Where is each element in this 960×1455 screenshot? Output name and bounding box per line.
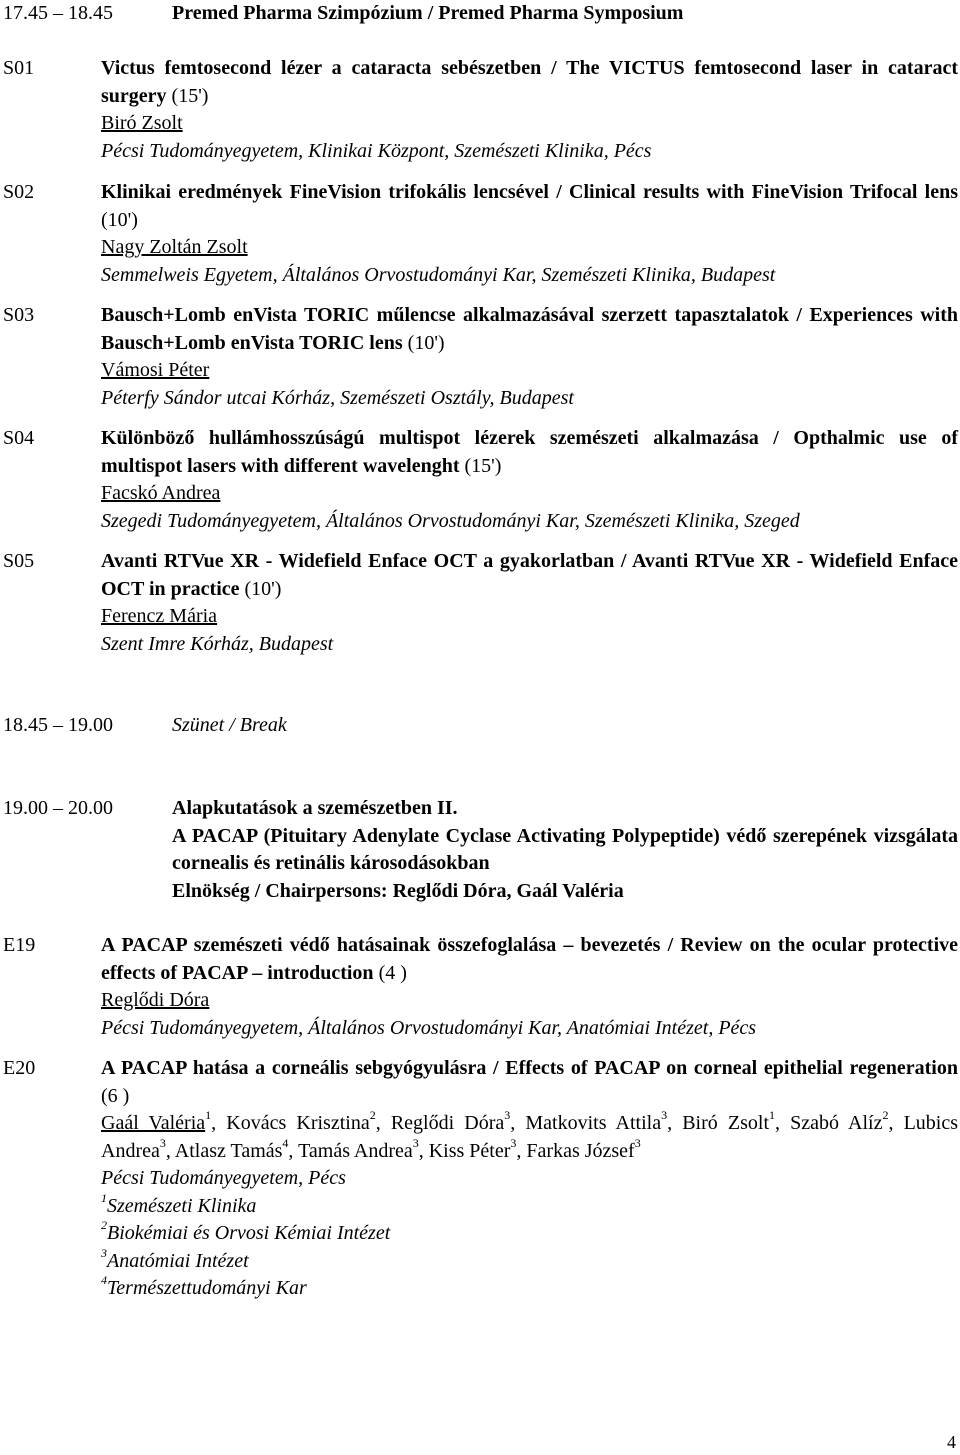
- talk-code: S02: [3, 181, 35, 203]
- talk-code: E19: [3, 934, 36, 956]
- author-separator: ,: [888, 1112, 904, 1134]
- talk-duration: (10'): [101, 208, 138, 231]
- author: [682, 1108, 791, 1134]
- talk-duration: (10'): [407, 331, 445, 354]
- talk-affiliation: Semmelweis Egyetem, Általános Orvostudományi Kar, Szemészeti Klinika, Budapest: [101, 263, 776, 286]
- footnote: [101, 1190, 958, 1221]
- author-separator: ,: [516, 1139, 527, 1162]
- author-list: [101, 1110, 958, 1165]
- footnote-number: 2: [101, 1218, 107, 1233]
- author-name: Farkas József: [526, 1139, 635, 1162]
- talk-title: Klinikai eredmények FineVision trifokális lencsével / Clinical results with FineVision Trifocal lens: [101, 181, 958, 203]
- author-separator: ,: [288, 1139, 299, 1162]
- author-name: Szabó Alíz: [790, 1112, 883, 1134]
- talk-duration: (4 ): [378, 961, 407, 984]
- footnote: [101, 1275, 958, 1303]
- talk-affiliation: Péterfy Sándor utcai Kórház, Szemészeti Osztály, Budapest: [101, 386, 574, 409]
- author-affiliation-number: 2: [369, 1108, 376, 1123]
- session-2-title: Alapkutatások a szemészetben II.: [172, 797, 458, 819]
- talk-speaker: Facskó Andrea: [101, 482, 221, 504]
- talk-speaker: Reglődi Dóra: [101, 989, 210, 1011]
- talk-body: [101, 55, 958, 165]
- talk-body: [101, 1055, 958, 1303]
- talk-duration: (10'): [244, 577, 282, 600]
- page-number: 4: [947, 1432, 956, 1452]
- author-name: Biró Zsolt: [682, 1112, 769, 1134]
- author: [526, 1135, 641, 1162]
- footnote-number: 3: [101, 1245, 107, 1260]
- talk-title: Különböző hullámhosszúságú multispot lézerek szemészeti alkalmazása / Opthalmic use of multispot lasers with different wavelenght: [101, 427, 958, 477]
- break-time: 18.45 – 19.00: [3, 714, 113, 736]
- session-2-chairs: Elnökség / Chairpersons: Reglődi Dóra, Gaál Valéria: [172, 879, 624, 902]
- author: [390, 1108, 526, 1134]
- talk-duration: (6 ): [101, 1084, 130, 1107]
- author-name: Lubics Andrea: [101, 1112, 959, 1162]
- talk-title: Bausch+Lomb enVista TORIC műlencse alkalmazásával szerzett tapasztalatok / Experiences with Bausch+Lomb enVista TORIC lens: [101, 304, 958, 354]
- talk-speaker: Ferencz Mária: [101, 605, 218, 627]
- author-separator: ,: [775, 1112, 791, 1134]
- author-separator: ,: [418, 1139, 429, 1162]
- break-label: Szünet / Break: [172, 714, 287, 736]
- author-separator: ,: [375, 1112, 391, 1134]
- author: [226, 1108, 391, 1134]
- footnote-text: Szemészeti Klinika: [107, 1194, 257, 1217]
- footnote-number: 1: [101, 1190, 107, 1205]
- author-affiliation-number: 1: [205, 1108, 212, 1123]
- talk-affiliation: Pécsi Tudományegyetem, Klinikai Központ, Szemészeti Klinika, Pécs: [101, 139, 652, 162]
- talk-speaker: Biró Zsolt: [101, 112, 183, 134]
- author-name: Kiss Péter: [428, 1139, 511, 1162]
- author-separator: ,: [211, 1112, 227, 1134]
- author-name: Matkovits Attila: [525, 1112, 662, 1134]
- talk-body: [101, 179, 958, 289]
- talk-affiliation: Pécsi Tudományegyetem, Pécs: [101, 1167, 346, 1189]
- author-name: Reglődi Dóra: [390, 1112, 505, 1134]
- talk-affiliation: Szent Imre Kórház, Budapest: [101, 632, 334, 655]
- footnote-text: Természettudományi Kar: [107, 1277, 307, 1299]
- author-affiliation-number: 3: [504, 1108, 511, 1123]
- author-affiliation-number: 1: [769, 1108, 775, 1123]
- author-affiliation-number: 2: [882, 1108, 889, 1123]
- author: [101, 1108, 227, 1134]
- talk-title: A PACAP szemészeti védő hatásainak összefoglalása – bevezetés / Review on the ocular protective effects of PACAP – introduction: [101, 934, 958, 984]
- session-2-subtitle: A PACAP (Pituitary Adenylate Cyclase Activating Polypeptide) védő szerepének vizsgálata cornealis és retinális károsodásokban: [172, 824, 958, 874]
- talk-speaker: Vámosi Péter: [101, 359, 210, 381]
- author-name: Gaál Valéria: [101, 1112, 206, 1134]
- talk-speaker: Nagy Zoltán Zsolt: [101, 236, 248, 258]
- talk-affiliation: Pécsi Tudományegyetem, Általános Orvostudományi Kar, Anatómiai Intézet, Pécs: [101, 1016, 757, 1039]
- talk-duration: (15'): [464, 454, 502, 477]
- author-affiliation-number: 4: [282, 1135, 289, 1150]
- talk-code: S03: [3, 304, 35, 326]
- talk-code: S01: [3, 57, 35, 79]
- talk-title: Avanti RTVue XR - Widefield Enface OCT a gyakorlatban / Avanti RTVue XR - Widefield Enface OCT in practice: [101, 550, 958, 600]
- talk-body: [101, 932, 958, 1042]
- author-affiliation-number: 3: [634, 1135, 641, 1150]
- author-name: Kovács Krisztina: [226, 1112, 370, 1134]
- talk-title: A PACAP hatása a corneális sebgyógyulásra / Effects of PACAP on corneal epithelial regeneration: [101, 1057, 958, 1079]
- author-affiliation-number: 3: [159, 1135, 166, 1150]
- session-2-header: [172, 795, 958, 905]
- talk-body: [101, 425, 958, 535]
- talk-affiliation: Szegedi Tudományegyetem, Általános Orvostudományi Kar, Szemészeti Klinika, Szeged: [101, 509, 800, 532]
- talk-duration: (15'): [171, 84, 209, 107]
- footnote: [101, 1220, 958, 1248]
- footnote-text: Biokémiai és Orvosi Kémiai Intézet: [107, 1222, 391, 1244]
- author: [790, 1108, 904, 1134]
- author-affiliation-number: 3: [412, 1135, 419, 1150]
- session-title: Premed Pharma Szimpózium / Premed Pharma Symposium: [172, 2, 684, 24]
- talk-code: S04: [3, 427, 35, 449]
- talk-body: [101, 548, 958, 658]
- talk-title: Victus femtosecond lézer a cataracta sebészetben / The VICTUS femtosecond laser in cataract surgery: [101, 57, 958, 107]
- footnote: [101, 1245, 958, 1276]
- author: [525, 1108, 683, 1134]
- talk-body: [101, 302, 958, 412]
- talk-code: S05: [3, 550, 35, 572]
- author-affiliation-number: 3: [661, 1108, 668, 1123]
- author: [174, 1135, 299, 1162]
- footnote-number: 4: [101, 1273, 107, 1288]
- author: [428, 1135, 527, 1162]
- footnote-text: Anatómiai Intézet: [107, 1249, 249, 1272]
- author: [298, 1135, 429, 1162]
- session-2-time: 19.00 – 20.00: [3, 797, 113, 819]
- talk-code: E20: [3, 1057, 36, 1079]
- session-time: 17.45 – 18.45: [3, 2, 113, 24]
- author-affiliation-number: 3: [510, 1135, 517, 1150]
- author-separator: ,: [510, 1112, 526, 1134]
- author-separator: ,: [165, 1139, 175, 1162]
- author-separator: ,: [667, 1112, 683, 1134]
- author-name: Atlasz Tamás: [174, 1139, 283, 1162]
- author-name: Tamás Andrea: [298, 1139, 413, 1162]
